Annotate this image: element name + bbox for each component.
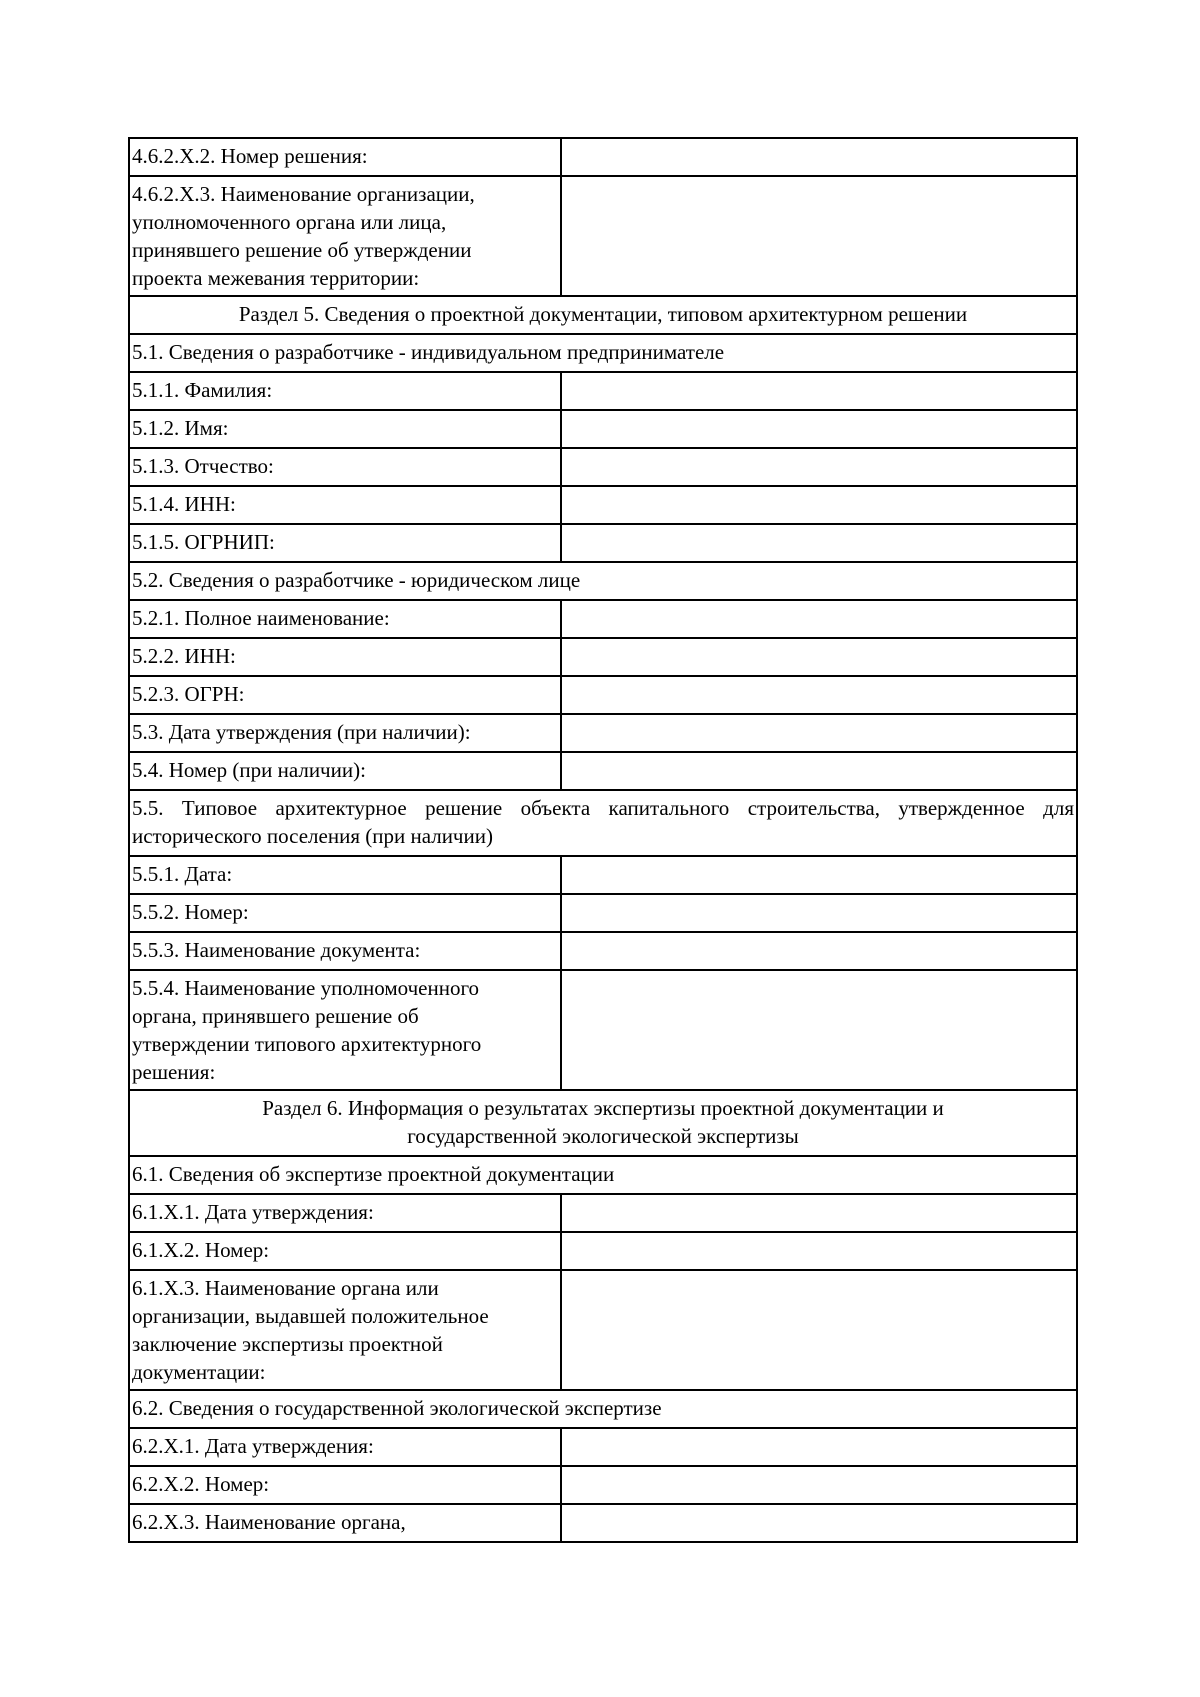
field-value[interactable] [561,448,1077,486]
section-row [129,296,1077,334]
table-row [129,714,1077,752]
table-row [129,372,1077,410]
table-row [129,894,1077,932]
subhead-row [129,1390,1077,1428]
table-row [129,410,1077,448]
subsection-heading: 5.1. Сведения о разработчике - индивидуальном предпринимателе [129,334,1077,372]
table-row [129,138,1077,176]
subsection-heading: 6.1. Сведения об экспертизе проектной документации [129,1156,1077,1194]
table-row [129,676,1077,714]
field-value[interactable] [561,1466,1077,1504]
table-row [129,970,1077,1090]
field-value[interactable] [561,176,1077,296]
table-row [129,1504,1077,1542]
field-label: 4.6.2.Х.3. Наименование организации, уполномоченного органа или лица, принявшего решение об утверждении проекта межевания территории: [129,176,561,296]
field-label: 5.2.2. ИНН: [129,638,561,676]
field-value[interactable] [561,1504,1077,1542]
table-row [129,1270,1077,1390]
table-row [129,1428,1077,1466]
field-label: 5.1.3. Отчество: [129,448,561,486]
form-table-body [129,138,1077,1542]
field-label: 5.3. Дата утверждения (при наличии): [129,714,561,752]
field-label: 5.4. Номер (при наличии): [129,752,561,790]
field-value[interactable] [561,1270,1077,1390]
field-value[interactable] [561,856,1077,894]
field-label: 6.2.Х.2. Номер: [129,1466,561,1504]
field-value[interactable] [561,676,1077,714]
field-value[interactable] [561,600,1077,638]
field-value[interactable] [561,524,1077,562]
field-value[interactable] [561,894,1077,932]
subhead-row [129,790,1077,856]
field-value[interactable] [561,1428,1077,1466]
field-label: 5.5.1. Дата: [129,856,561,894]
table-row [129,600,1077,638]
field-label: 6.2.Х.3. Наименование органа, [129,1504,561,1542]
section-row [129,1090,1077,1156]
field-value[interactable] [561,970,1077,1090]
table-row [129,752,1077,790]
table-row [129,638,1077,676]
subhead-row [129,562,1077,600]
field-value[interactable] [561,410,1077,448]
field-label: 5.5.3. Наименование документа: [129,932,561,970]
field-value[interactable] [561,932,1077,970]
field-label: 5.5.2. Номер: [129,894,561,932]
field-label: 5.1.2. Имя: [129,410,561,448]
field-label: 4.6.2.Х.2. Номер решения: [129,138,561,176]
field-label: 6.1.Х.3. Наименование органа или организации, выдавшей положительное заключение экспертизы проектной документации: [129,1270,561,1390]
section-heading: Раздел 6. Информация о результатах экспертизы проектной документации и государственной экологической экспертизы [129,1090,1077,1156]
field-label: 5.5.4. Наименование уполномоченного органа, принявшего решение об утверждении типового архитектурного решения: [129,970,561,1090]
table-row [129,448,1077,486]
field-label: 5.1.4. ИНН: [129,486,561,524]
field-value[interactable] [561,752,1077,790]
field-value[interactable] [561,486,1077,524]
field-label: 5.1.5. ОГРНИП: [129,524,561,562]
table-row [129,932,1077,970]
table-row [129,524,1077,562]
table-row [129,486,1077,524]
table-row [129,856,1077,894]
field-label: 6.2.Х.1. Дата утверждения: [129,1428,561,1466]
field-label: 5.2.3. ОГРН: [129,676,561,714]
table-row [129,1232,1077,1270]
table-row [129,1466,1077,1504]
form-table [128,137,1078,1543]
field-value[interactable] [561,638,1077,676]
field-value[interactable] [561,1194,1077,1232]
subsection-heading: 5.2. Сведения о разработчике - юридическом лице [129,562,1077,600]
subsection-heading: 6.2. Сведения о государственной экологической экспертизе [129,1390,1077,1428]
field-value[interactable] [561,372,1077,410]
table-row [129,1194,1077,1232]
field-label: 6.1.Х.2. Номер: [129,1232,561,1270]
field-label: 5.2.1. Полное наименование: [129,600,561,638]
field-value[interactable] [561,714,1077,752]
subhead-row [129,1156,1077,1194]
field-label: 5.1.1. Фамилия: [129,372,561,410]
subsection-heading: 5.5. Типовое архитектурное решение объекта капитального строительства, утвержденное для исторического поселения (при наличии) [129,790,1077,856]
table-row [129,176,1077,296]
field-value[interactable] [561,1232,1077,1270]
section-heading: Раздел 5. Сведения о проектной документации, типовом архитектурном решении [129,296,1077,334]
subhead-row [129,334,1077,372]
field-value[interactable] [561,138,1077,176]
field-label: 6.1.Х.1. Дата утверждения: [129,1194,561,1232]
